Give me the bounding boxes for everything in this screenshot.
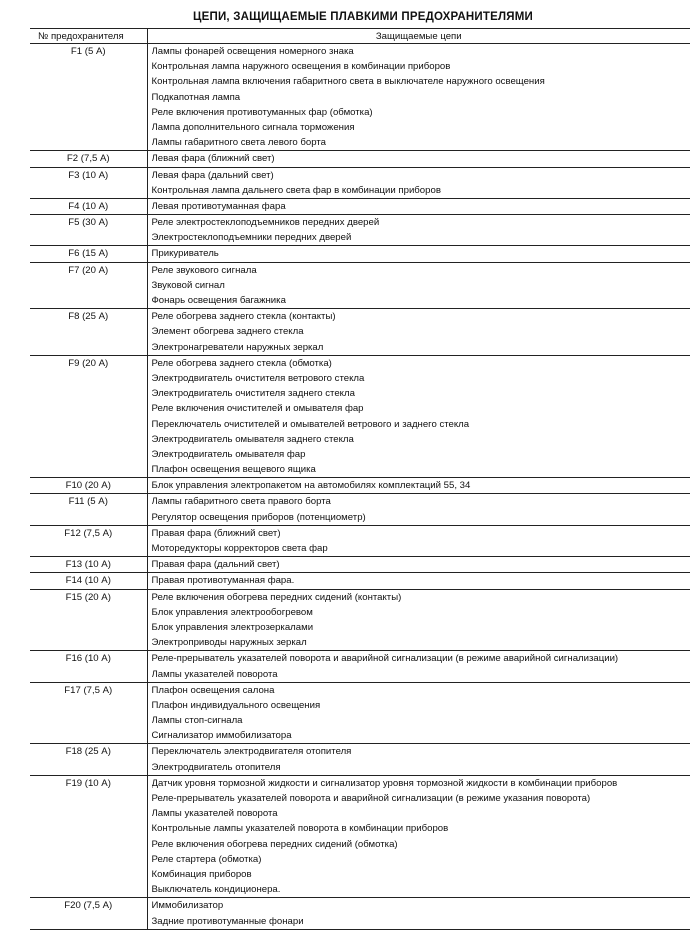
circuit-item: Правая фара (дальний свет) xyxy=(151,559,280,571)
circuit-item: Лампы указателей поворота xyxy=(151,668,278,680)
fuse-rating: F16 (10 А) xyxy=(30,651,147,682)
circuit-item: Сигнализатор иммобилизатора xyxy=(151,730,292,742)
fuse-rating: F17 (7,5 А) xyxy=(30,682,147,744)
circuit-item: Лампы габаритного света правого борта xyxy=(151,496,331,508)
circuit-item: Реле-прерыватель указателей поворота и аварийной сигнализации (в режиме указания поворота) xyxy=(151,793,591,804)
table-row xyxy=(30,557,690,573)
circuit-item: Моторедукторы корректоров света фар xyxy=(151,543,328,554)
protected-circuits xyxy=(147,355,690,478)
circuit-item: Правая фара (ближний свет) xyxy=(151,527,281,539)
circuit-item: Лампы фонарей освещения номерного знака xyxy=(151,46,354,57)
circuit-item: Комбинация приборов xyxy=(151,868,252,880)
circuit-item: Плафон индивидуального освещения xyxy=(151,699,321,711)
protected-circuits xyxy=(147,775,690,898)
circuit-item: Плафон освещения салона xyxy=(151,684,275,696)
table-row xyxy=(30,151,690,167)
protected-circuits xyxy=(147,215,690,246)
fuse-rating: F19 (10 А) xyxy=(30,775,147,898)
table-row xyxy=(30,309,690,356)
table-row xyxy=(30,525,690,556)
protected-circuits xyxy=(147,151,690,167)
page-title: ЦЕПИ, ЗАЩИЩАЕМЫЕ ПЛАВКИМИ ПРЕДОХРАНИТЕЛЯМИ xyxy=(193,11,533,23)
table-row xyxy=(30,494,690,525)
fuse-rating: F4 (10 А) xyxy=(30,198,147,214)
fuse-rating: F14 (10 А) xyxy=(30,573,147,589)
circuit-item: Реле включения противотуманных фар (обмотка) xyxy=(151,106,373,118)
fuse-rating: F11 (5 А) xyxy=(30,494,147,525)
circuit-item: Звуковой сигнал xyxy=(151,279,225,291)
circuit-item: Датчик уровня тормозной жидкости и сигнализатор уровня тормозной жидкости в комбинации приборов xyxy=(151,777,618,789)
fuse-rating: F15 (20 А) xyxy=(30,589,147,651)
fuse-rating: F12 (7,5 А) xyxy=(30,525,147,556)
protected-circuits xyxy=(147,744,690,775)
circuit-item: Блок управления электропакетом на автомобилях комплектаций 55, 34 xyxy=(151,480,471,492)
circuit-item: Реле стартера (обмотка) xyxy=(151,853,262,865)
circuit-item: Прикуриватель xyxy=(151,248,219,260)
circuit-item: Электродвигатель омывателя заднего стекла xyxy=(151,433,354,445)
circuit-item: Лампы стоп-сигнала xyxy=(151,715,243,727)
protected-circuits xyxy=(147,262,690,309)
circuit-item: Блок управления электрообогревом xyxy=(151,606,313,618)
table-row xyxy=(30,775,690,898)
table-row xyxy=(30,355,690,478)
fuse-rating: F18 (25 А) xyxy=(30,744,147,775)
table-row xyxy=(30,262,690,309)
protected-circuits xyxy=(147,525,690,556)
circuit-item: Реле включения обогрева передних сидений (обмотка) xyxy=(151,838,398,850)
fuse-table xyxy=(30,28,690,930)
fuse-rating: F2 (7,5 А) xyxy=(30,151,147,167)
circuit-item: Переключатель очистителей и омывателей ветрового и заднего стекла xyxy=(151,418,470,430)
table-row xyxy=(30,44,690,151)
table-row xyxy=(30,573,690,589)
protected-circuits xyxy=(147,898,690,929)
circuit-item: Лампа дополнительного сигнала торможения xyxy=(151,121,355,133)
table-row xyxy=(30,167,690,198)
table-row xyxy=(30,478,690,494)
fuse-rating: F5 (30 А) xyxy=(30,215,147,246)
circuit-item: Элемент обогрева заднего стекла xyxy=(151,326,304,338)
fuse-rating: F20 (7,5 А) xyxy=(30,898,147,929)
table-row xyxy=(30,651,690,682)
table-row xyxy=(30,898,690,929)
fuse-table-body xyxy=(30,44,690,930)
protected-circuits xyxy=(147,573,690,589)
circuit-item: Правая противотуманная фара. xyxy=(151,575,295,587)
circuit-item: Подкапотная лампа xyxy=(151,91,241,103)
circuit-item: Электродвигатель очистителя заднего стекла xyxy=(151,388,355,400)
protected-circuits xyxy=(147,198,690,214)
circuit-item: Выключатель кондиционера. xyxy=(151,884,281,896)
protected-circuits xyxy=(147,246,690,262)
circuit-item: Блок управления электрозеркалами xyxy=(151,621,314,633)
column-header-circuits: Защищаемые цепи xyxy=(147,29,690,44)
fuse-rating: F10 (20 А) xyxy=(30,478,147,494)
circuit-item: Плафон освещения вещевого ящика xyxy=(151,464,316,476)
circuit-item: Реле электростеклоподъемников передних дверей xyxy=(151,217,380,229)
circuit-item: Электростеклоподъемники передних дверей xyxy=(151,232,352,244)
protected-circuits xyxy=(147,309,690,356)
circuit-item: Электродвигатель отопителя xyxy=(151,761,281,773)
fuse-rating: F1 (5 А) xyxy=(30,44,147,151)
table-row xyxy=(30,246,690,262)
protected-circuits xyxy=(147,478,690,494)
circuit-item: Левая фара (дальний свет) xyxy=(151,169,274,181)
table-header-row xyxy=(30,29,690,44)
table-row xyxy=(30,589,690,651)
table-row xyxy=(30,198,690,214)
protected-circuits xyxy=(147,682,690,744)
table-row xyxy=(30,682,690,744)
table-row xyxy=(30,215,690,246)
protected-circuits xyxy=(147,494,690,525)
circuit-item: Электродвигатель очистителя ветрового стекла xyxy=(151,372,365,384)
circuit-item: Лампы указателей поворота xyxy=(151,808,278,820)
circuit-item: Контрольная лампа наружного освещения в комбинации приборов xyxy=(151,61,451,73)
circuit-item: Переключатель электродвигателя отопителя xyxy=(151,746,352,758)
circuit-item: Электродвигатель омывателя фар xyxy=(151,448,306,460)
fuse-rating: F7 (20 А) xyxy=(30,262,147,309)
circuit-item: Задние противотуманные фонари xyxy=(151,915,304,927)
circuit-item: Регулятор освещения приборов (потенциометр) xyxy=(151,511,366,523)
circuit-item: Фонарь освещения багажника xyxy=(151,295,286,306)
circuit-item: Реле обогрева заднего стекла (контакты) xyxy=(151,311,336,323)
fuse-rating: F9 (20 А) xyxy=(30,355,147,478)
circuit-item: Левая противотуманная фара xyxy=(151,200,286,212)
circuit-item: Реле включения обогрева передних сидений (контакты) xyxy=(151,591,402,603)
circuit-item: Реле-прерыватель указателей поворота и аварийной сигнализации (в режиме аварийной сигнализации) xyxy=(151,653,619,665)
circuit-item: Реле звукового сигнала xyxy=(151,264,257,276)
circuit-item: Контрольная лампа включения габаритного света в выключателе наружного освещения xyxy=(151,76,545,88)
circuit-item: Электроприводы наружных зеркал xyxy=(151,637,307,649)
fuse-rating: F8 (25 А) xyxy=(30,309,147,356)
circuit-item: Электронагреватели наружных зеркал xyxy=(151,341,324,353)
fuse-rating: F13 (10 А) xyxy=(30,557,147,573)
circuit-item: Реле обогрева заднего стекла (обмотка) xyxy=(151,357,332,369)
protected-circuits xyxy=(147,589,690,651)
circuit-item: Реле включения очистителей и омывателя фар xyxy=(151,403,364,415)
circuit-item: Левая фара (ближний свет) xyxy=(151,153,275,165)
protected-circuits xyxy=(147,167,690,198)
protected-circuits xyxy=(147,557,690,573)
fuse-rating: F6 (15 А) xyxy=(30,246,147,262)
circuit-item: Контрольные лампы указателей поворота в комбинации приборов xyxy=(151,823,449,835)
protected-circuits xyxy=(147,651,690,682)
circuit-item: Контрольная лампа дальнего света фар в комбинации приборов xyxy=(151,184,441,196)
column-header-fuse: № предохранителя xyxy=(30,29,147,44)
table-row xyxy=(30,744,690,775)
circuit-item: Иммобилизатор xyxy=(151,900,224,912)
protected-circuits xyxy=(147,44,690,151)
circuit-item: Лампы габаритного света левого борта xyxy=(151,137,326,149)
fuse-rating: F3 (10 А) xyxy=(30,167,147,198)
